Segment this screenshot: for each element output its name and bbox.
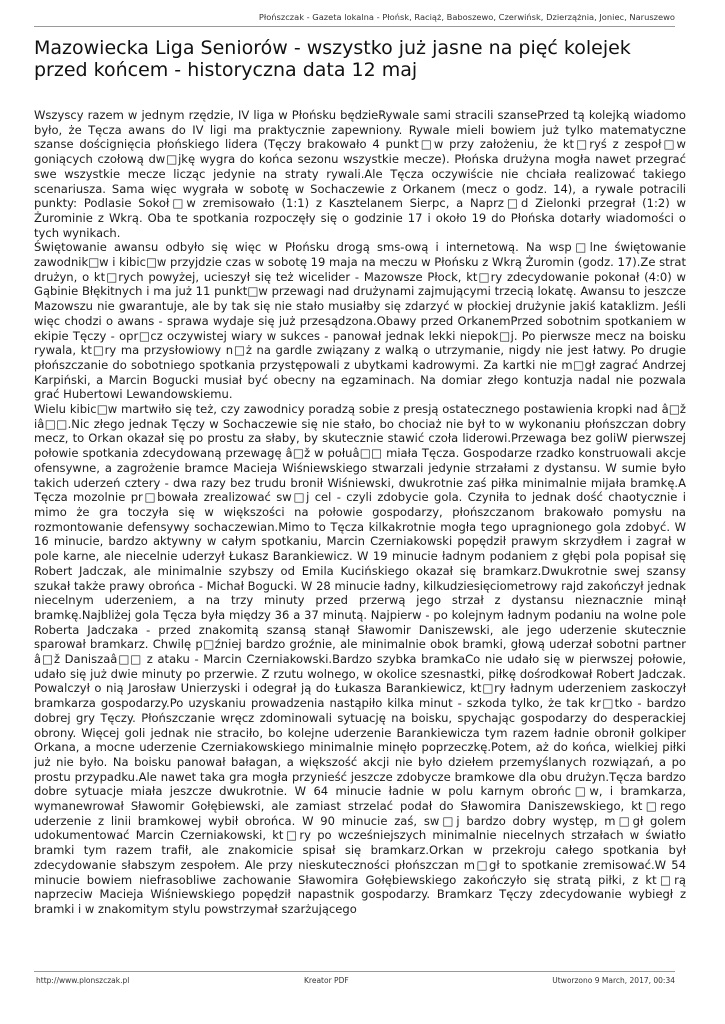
site-header-text: Płońszczak - Gazeta lokalna - Płońsk, Raciąż, Baboszewo, Czerwińsk, Dzierzążnia, Joniec, Naruszewo bbox=[258, 12, 675, 22]
article-title: Mazowiecka Liga Seniorów - wszystko już jasne na pięć kolejek przed końcem - historyczna data 12 maj bbox=[34, 37, 631, 81]
footer-divider bbox=[34, 971, 675, 972]
page-header bbox=[0, 0, 725, 28]
article-body bbox=[34, 108, 686, 963]
footer-generator: Kreator PDF bbox=[304, 976, 349, 985]
article-paragraph-2: Świętowanie awansu odbyło się więc w Płońsku drogą sms-ową i internetową. Na wsp□lne świętowanie zawodnik□w i kibic□w przyjdzie czas w sobotę 19 maja na meczu w Płońsku z Wkrą Żuromin (godz. 17).Ze strat drużyn, o kt□rych powyżej, ucieszył się też wicelider - Mazowsze Płock, kt□ry zdecydowanie pokonał (4:0) w Gąbinie Błękitnych i ma już 11 punkt□w przewagi nad drużynami zajmującymi trzecią lokatę. Awansu to jeszcze Mazowszu nie gwarantuje, ale by tak się nie stało musiałby się zdarzyć w płockiej drużynie jakiś kataklizm. Jeśli więc chodzi o awans - sprawa wydaje się już przesądzona.Obawy przed OrkanemPrzed sobotnim spotkaniem w ekipie Tęczy - opr□cz oczywistej wiary w sukces - panował jednak lekki niepok□j. Po pierwsze mecz na boisku rywala, kt□ry ma przysłowiowy n□ż na gardle związany z walką o utrzymanie, nigdy nie jest łatwy. Po drugie płońszczanie do sobotniego spotkania przystępowali z ubytkami kadrowymi. Za kartki nie m□gł zagrać Andrzej Karpiński, a Marcin Bogucki musiał być obecny na egzaminach. Na domiar złego kontuzja nadal nie pozwala grać Hubertowi Lewandowskiemu. bbox=[34, 240, 686, 402]
footer-created-date: Utworzono 9 March, 2017, 00:34 bbox=[552, 976, 675, 985]
footer-url-link[interactable]: http://www.plonszczak.pl bbox=[36, 976, 130, 985]
page-footer bbox=[34, 976, 675, 988]
article-paragraph-1: Wszyscy razem w jednym rzędzie, IV liga w Płońsku będzieRywale sami stracili szansePrzed tą kolejką wiadomo było, że Tęcza awans do IV ligi ma praktycznie zapewniony. Rywale mieli bowiem już tylko matematyczne szanse doścignięcia płońskiego lidera (Tęczy brakowało 4 punkt□w przy założeniu, że kt□ryś z zespoł□w goniących czołową dw□jkę wygra do końca sezonu wszystkie mecze). Płońska drużyna mogła nawet przegrać swe wszystkie mecze licząc jedynie na straty rywali.Ale Tęcza oczywiście nie chciała realizować takiego scenariusza. Sama więc wygrała w sobotę w Sochaczewie z Orkanem (mecz o godz. 14), a rywale potracili punkty: Podlasie Sokoł□w zremisowało (1:1) z Kasztelanem Sierpc, a Naprz□d Zielonki przegrał (1:2) w Żurominie z Wkrą. Oba te spotkania rozpoczęły się o godzinie 17 i około 19 do Płońska dotarły wiadomości o tych wynikach. bbox=[34, 108, 686, 240]
header-divider bbox=[34, 26, 675, 27]
article-paragraph-3: Wielu kibic□w martwiło się też, czy zawodnicy poradzą sobie z presją ostatecznego postawienia kropki nad â□ž iâ□□.Nic złego jednak Tęczy w Sochaczewie się nie stało, bo chociaż nie był to w wykonaniu płońszczan dobry mecz, to Orkan okazał się po prostu za słaby, by skutecznie stawić czoła liderowi.Przewaga bez goliW pierwszej połowie spotkania zdecydowaną przewagę â□ž w połuâ□□ miała Tęcza. Gospodarze rzadko konstruowali akcje ofensywne, a zagrożenie bramce Macieja Wiśniewskiego stwarzali jedynie strzałami z dystansu. W sumie było takich uderzeń cztery - dwa razy bez trudu bronił Wiśniewski, dwukrotnie zaś piłka minimalnie mijała bramkę.A Tęcza mozolnie pr□bowała zrealizować sw□j cel - czyli zdobycie gola. Czyniła to jednak dość chaotycznie i mimo że gra toczyła się w większości na połowie gospodarzy, płońszczanom brakowało pomysłu na rozmontowanie defensywy sochaczewian.Mimo to Tęcza kilkakrotnie mogła tego upragnionego gola zdobyć. W 16 minucie, bardzo aktywny w całym spotkaniu, Marcin Czerniakowski popędził prawym skrzydłem i zagrał w pole karne, ale niecelnie uderzył Łukasz Barankiewicz. W 19 minucie ładnym podaniem z głębi pola popisał się Robert Jadczak, ale minimalnie szybszy od Emila Kucińskiego okazał się bramkarz.Dwukrotnie swej szansy szukał także prawy obrońca - Michał Bogucki. W 28 minucie ładny, kilkudziesięciometrowy rajd zakończył jednak niecelnym uderzeniem, a na trzy minuty przed przerwą jego strzał z dystansu nieznacznie minął bramkę.Najbliżej gola Tęcza była między 36 a 37 minutą. Najpierw - po kolejnym ładnym podaniu na wolne pole Roberta Jadczaka - przed znakomitą szansą stanął Sławomir Daniszewski, ale jego uderzenie skutecznie sparował bramkarz. Chwilę p□źniej bardzo groźnie, ale minimalnie obok bramki, głową uderzał sobotni partner â□ž Daniszaâ□□ z ataku - Marcin Czerniakowski.Bardzo szybka bramkaCo nie udało się w pierwszej połowie, udało się już dwie minuty po przerwie. Z rzutu wolnego, w okolice szesnastki, piłkę dośrodkował Robert Jadczak. Powalczył o nią Jarosław Unierzyski i odegrał ją do Łukasza Barankiewicz, kt□ry ładnym uderzeniem zaskoczył bramkarza gospodarzy.Po uzyskaniu prowadzenia nastąpiło kilka minut - szkoda tylko, że tak kr□tko - bardzo dobrej gry Tęczy. Płońszczanie wręcz zdominowali sytuację na boisku, spychając gospodarzy do desperackiej obrony. Więcej goli jednak nie straciło, bo kolejne uderzenie Barankiewicza tym razem ładnie obronił golkiper Orkana, a mocne uderzenie Czerniakowskiego minimalnie minęło poprzeczkę.Potem, aż do końca, wielkiej piłki już nie było. Na boisku panował bałagan, a większość akcji nie było dziełem przemyślanych rozwiązań, a po prostu przypadku.Ale nawet taka gra mogła przynieść jeszcze zdobycze bramkowe dla obu drużyn.Tęcza bardzo dobre sytuacje miała jeszcze dwukrotnie. W 64 minucie ładnie w polu karnym obrońc□w, i bramkarza, wymanewrował Sławomir Gołębiewski, ale zamiast strzelać podał do Sławomira Daniszewskiego, kt□rego uderzenie z linii bramkowej wybił obrońca. W 90 minucie zaś, sw□j bardzo dobry występ, m□gł golem udokumentować Marcin Czerniakowski, kt□ry po wcześniejszych minimalnie niecelnych strzałach w światło bramki tym razem trafił, ale znakomicie spisał się bramkarz.Orkan w przekroju całego spotkania był zdecydowanie słabszym zespołem. Ale przy nieskuteczności płońszczan m□gł to spotkanie zremisować.W 54 minucie bowiem niefrasobliwe zachowanie Sławomira Gołębiewskiego zakończyło się stratą piłki, z kt□rą naprzeciw Macieja Wiśniewskiego popędził napastnik gospodarzy. Bramkarz Tęczy zdecydowanie wybiegł z bramki i w znakomitym stylu powstrzymał szarżującego bbox=[34, 402, 686, 916]
